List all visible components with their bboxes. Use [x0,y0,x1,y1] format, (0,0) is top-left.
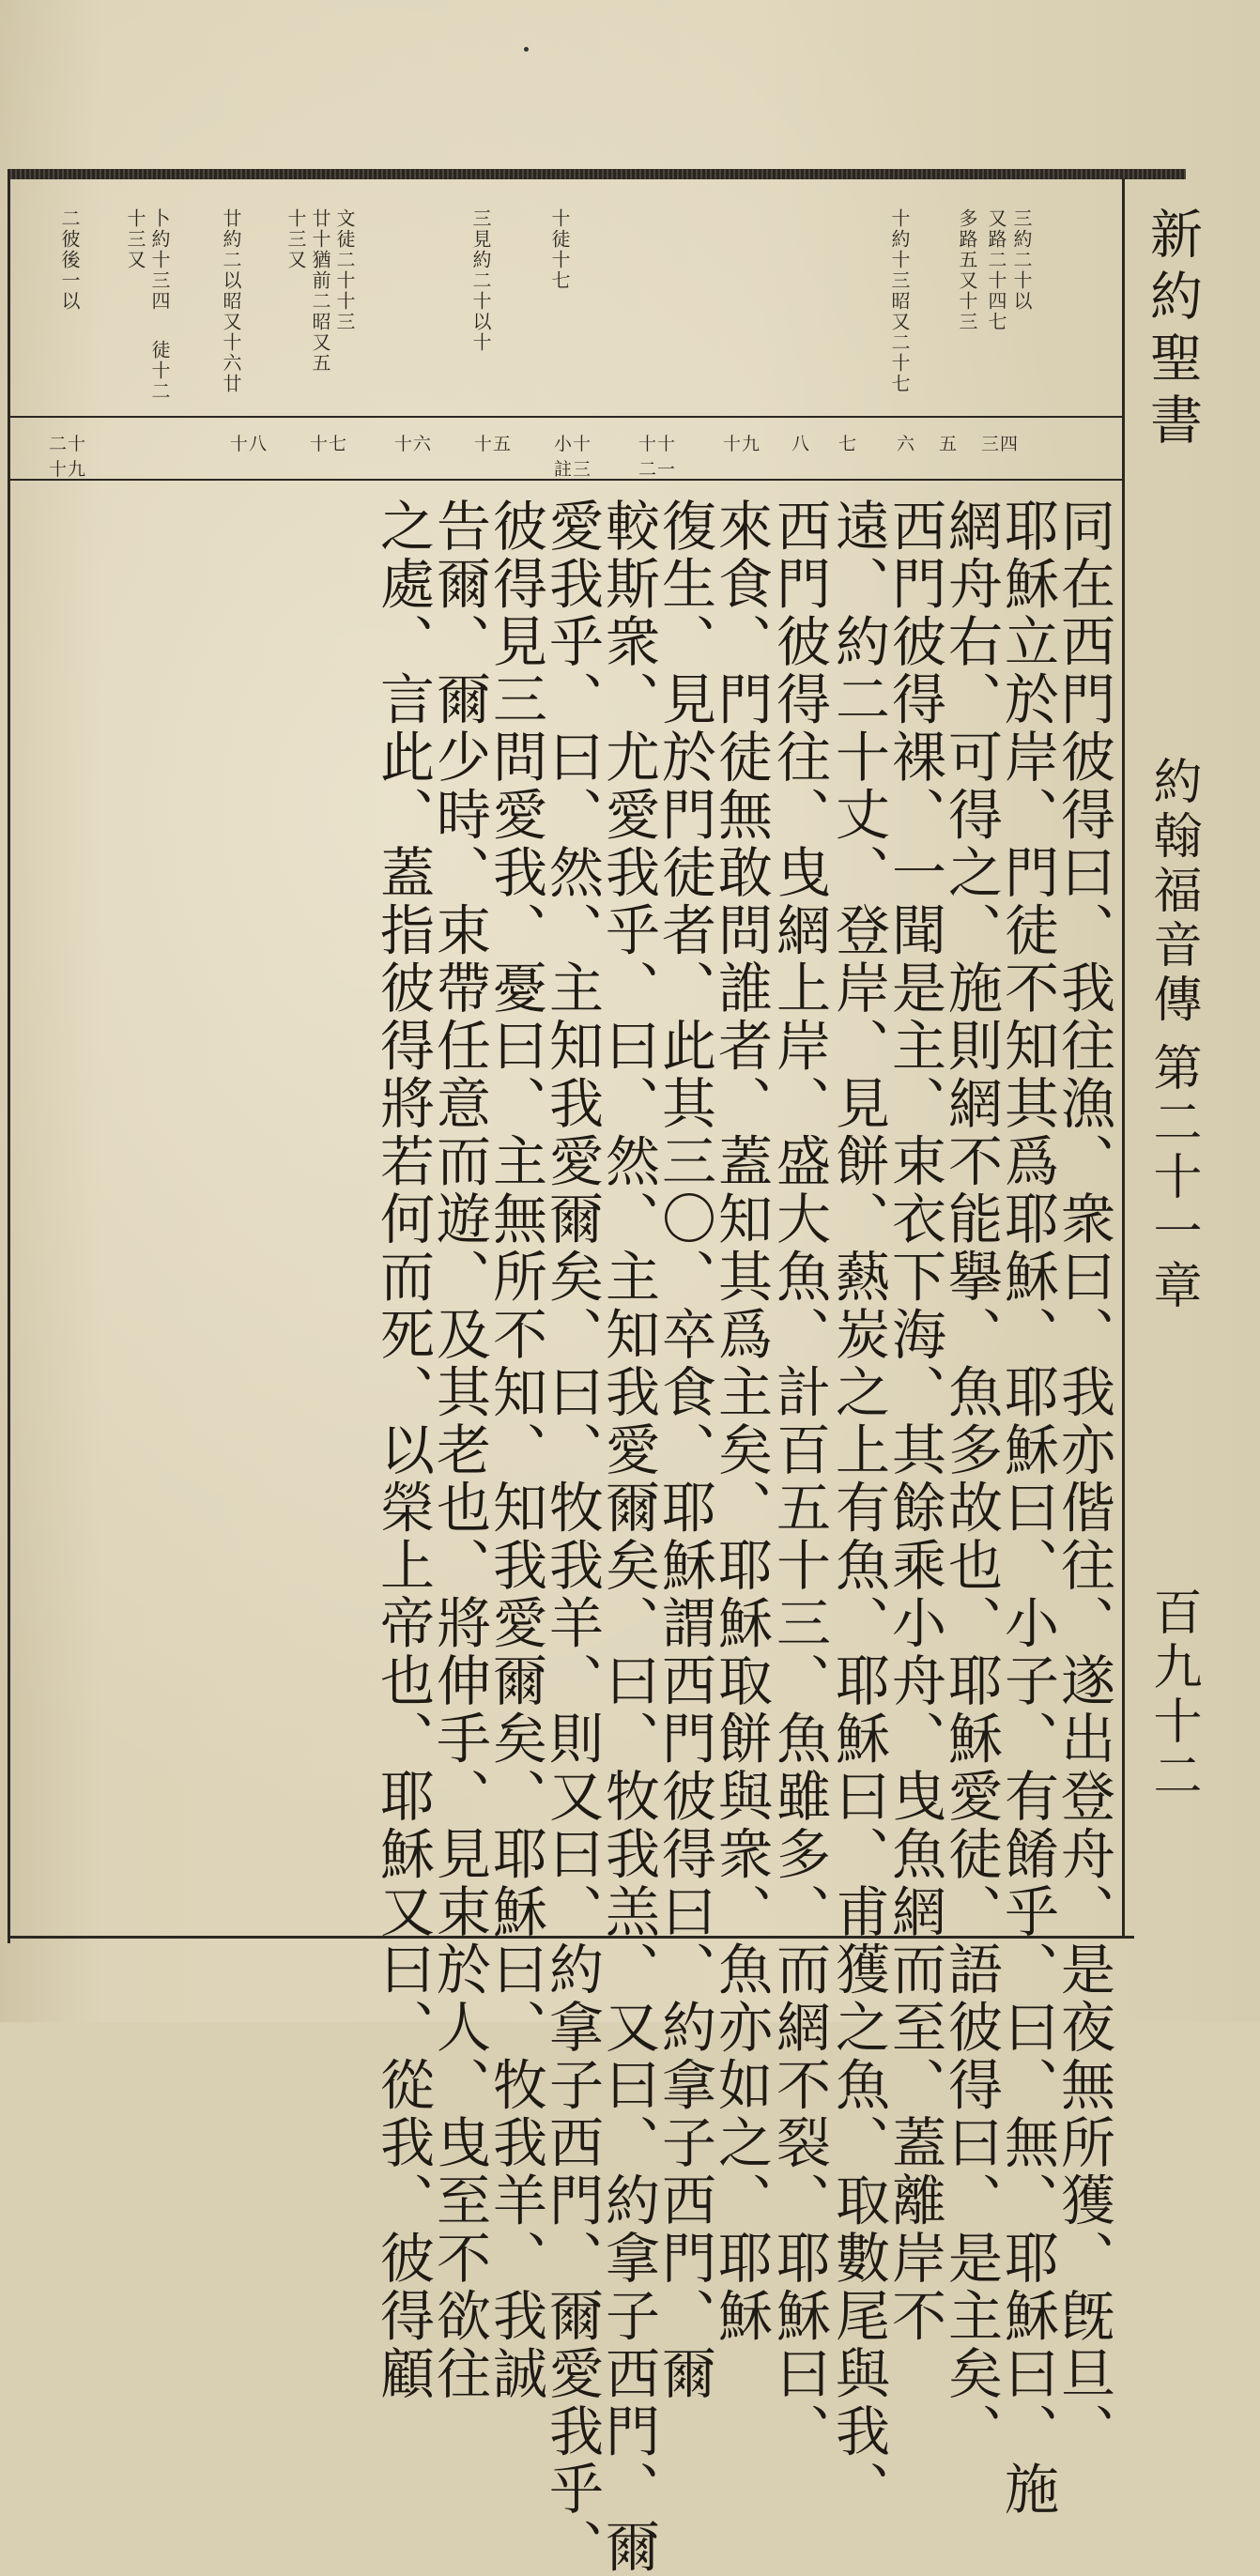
cross-reference-note: 卜約十三四 [148,208,171,312]
verse-number: 小十 註三 [554,434,592,480]
cross-reference-note: 文徒二十十三 [333,208,356,332]
running-title: 新約聖書 [1142,207,1203,454]
text-column: 彼得見三問愛我、憂曰、主無所不知、知我愛爾矣、耶穌曰、牧我羊、我誠 [484,498,547,2403]
verse-number: 五 [939,434,959,454]
cross-reference-note: 廿約二以昭又十六廿 [220,208,242,394]
cross-reference-note: 徒十二 [148,340,171,402]
text-column: 遠、約二十丈、登岸、見餅、爇炭之上有魚、耶穌曰、甫獲之魚、取數尾與我、 [826,498,890,2519]
book-name: 約翰福音傳 [1145,756,1201,1028]
verse-number: 三四 [981,434,1020,454]
cross-reference-note: 廿十猶前二昭又五 [309,208,331,374]
notes-divider [10,416,1122,418]
verse-number: 十八 [230,434,269,454]
cross-reference-note: 十三又 [284,208,307,270]
text-column: 愛我乎、曰、然、主知我愛爾矣、曰、牧我羊、則又曰、約拿子西門、爾愛我乎、 [540,498,604,2576]
text-column: 告爾、爾少時、束帶任意而遊、及其老也、將伸手、見束於人、曳至不欲往 [427,498,491,2403]
text-column: 之處、言此、蓋指彼得將若何而死、以榮上帝也、耶穌又曰、從我、彼得顧 [371,498,435,2403]
text-column: 西門彼得裸、一聞是主、束衣下海、其餘乘小舟、曳魚網而至、蓋離岸不 [883,498,946,2345]
cross-reference-note: 多路五又十三 [956,208,978,332]
verse-number: 七 [838,434,858,454]
frame-left-border [8,169,10,1943]
cross-reference-note: 又路二十四七 [985,208,1007,332]
cross-reference-note: 二彼後一以 [58,208,81,312]
verse-number: 六 [897,434,916,454]
text-column: 西門彼得往、曳網上岸、盛大魚、計百五十三、魚雖多、而網不裂、耶穌曰、 [767,498,831,2461]
verse-number: 二十 十九 [49,434,87,480]
text-column: 同在西門彼得曰、我往漁、衆曰、我亦偕往、遂出登舟、是夜無所獲、旣旦、 [1052,498,1115,2461]
text-column: 較斯衆、尤愛我乎、曰、然、主知我愛爾矣、曰、牧我羔、又曰、約拿子西門、爾 [596,498,660,2576]
text-column: 來食、門徒無敢問誰者、蓋知其爲主矣、耶穌取餅與衆、魚亦如之、耶穌 [709,498,773,2345]
chapter-heading: 第二十一章 [1145,1042,1201,1314]
page-number: 百九十二 [1145,1587,1201,1804]
frame-top-border [8,169,1186,179]
verse-number: 十六 [394,434,433,454]
cross-reference-note: 十三又 [124,208,146,270]
frame-right-border [1122,178,1125,1939]
text-column: 網舟右、可得之、施則網不能擧、魚多故也、耶穌愛徒、語彼得曰、是主矣、 [939,498,1003,2461]
text-column: 復生、見於門徒者、此其三〇、卒食、耶穌謂西門彼得曰、約拿子西門、爾 [653,498,716,2403]
cross-reference-note: 十徒十七 [548,208,571,291]
verse-number: 十十 二一 [638,434,677,480]
cross-reference-note: 三見約二十以十 [469,208,492,353]
verse-number: 十五 [474,434,513,454]
verse-number: 十九 [723,434,761,454]
ink-dot [524,47,529,52]
cross-reference-note: 十約十三昭又二十七 [888,208,911,394]
verse-number: 八 [791,434,811,454]
cross-reference-note: 三約二十以 [1010,208,1033,312]
text-column: 耶穌立於岸、門徒不知其爲耶穌、耶穌曰、小子、有餚乎、曰、無、耶穌曰、施 [995,498,1059,2519]
verse-number: 十七 [310,434,348,454]
